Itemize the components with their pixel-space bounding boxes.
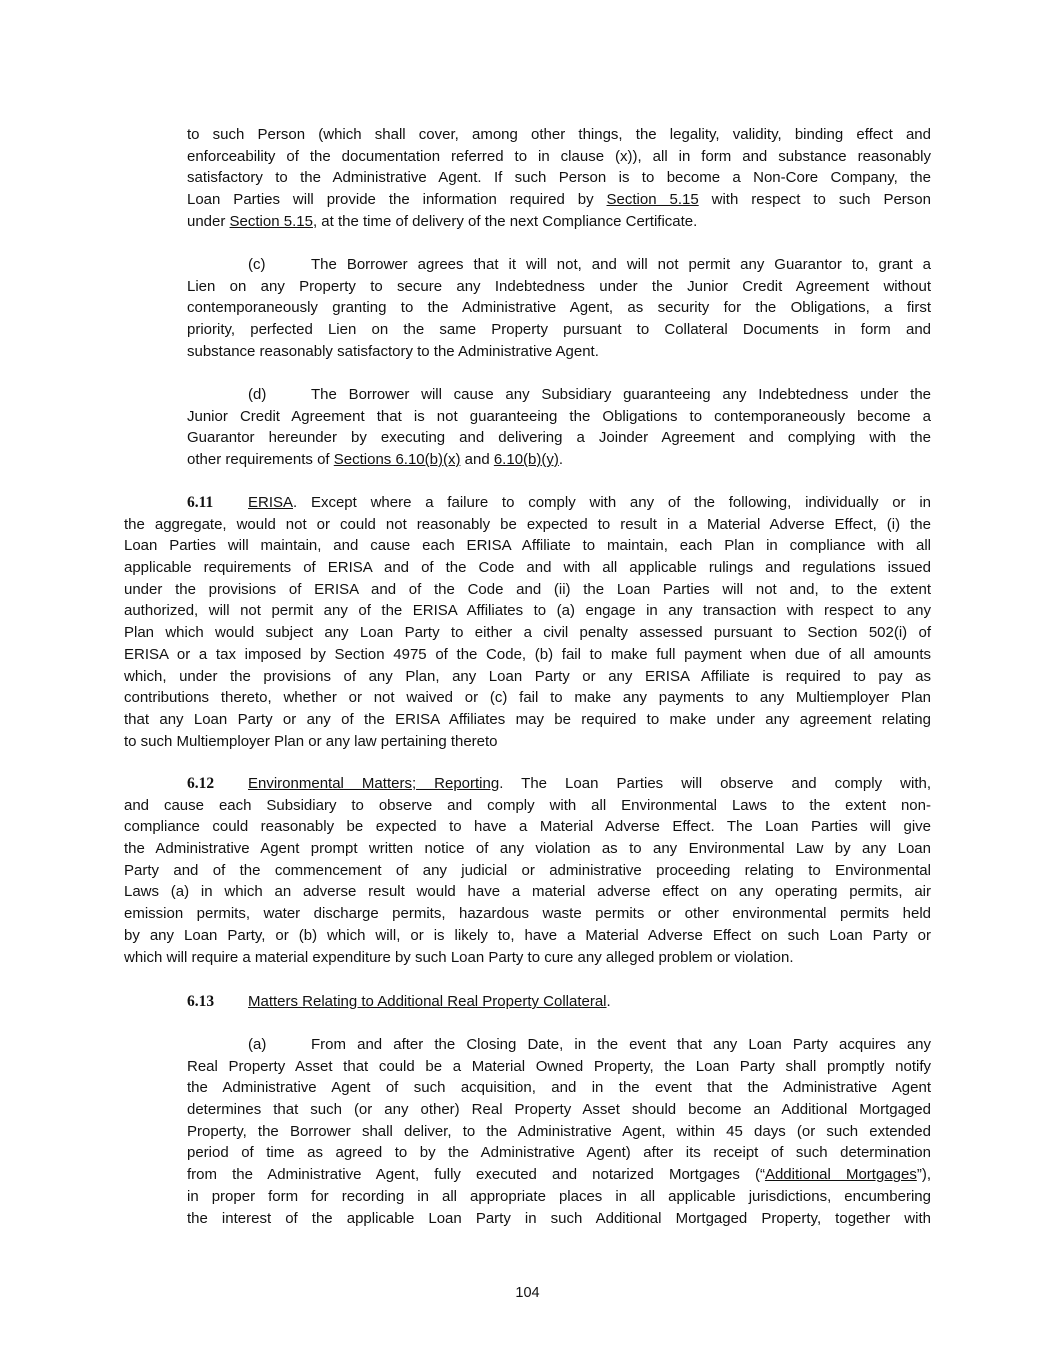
text-line <box>124 644 931 666</box>
text-segment: Guarantor hereunder by executing and delivering a Joinder Agreement and complying with the <box>187 429 931 447</box>
text-line <box>187 276 931 298</box>
paragraph <box>187 124 931 232</box>
section-number: 6.13 <box>187 993 215 1010</box>
text-segment: other requirements of <box>187 451 334 469</box>
text-segment: enforceability of the documentation referred to in clause (x)), all in form and substance reasonably <box>187 147 931 165</box>
clause-label: (c) <box>248 256 266 273</box>
text-line <box>124 492 931 514</box>
text-line <box>124 709 931 731</box>
text-line <box>124 687 931 709</box>
text-segment: under <box>187 212 230 230</box>
text-segment: authorized, will not permit any of the ERISA Affiliates to (a) engage in any transaction with respect to any <box>124 602 931 620</box>
text-segment: From and after the Closing Date, in the event that any Loan Party acquires any <box>311 1036 931 1053</box>
text-line <box>187 449 931 471</box>
text-segment: determines that such (or any other) Real Property Asset should become an Additional Mortgaged <box>187 1101 931 1119</box>
text-segment: the Administrative Agent prompt written notice of any violation as to any Environmental Law by any Loan <box>124 840 931 858</box>
text-segment: emission permits, water discharge permits, hazardous waste permits or other environmental permits held <box>124 905 931 923</box>
text-line <box>124 666 931 688</box>
text-line <box>187 1121 931 1143</box>
text-segment: The Borrower will cause any Subsidiary guaranteeing any Indebtedness under the <box>311 386 931 403</box>
section-heading: Matters Relating to Additional Real Property Collateral <box>248 993 607 1010</box>
text-line <box>187 189 931 211</box>
text-line <box>124 514 931 536</box>
text-segment: Lien on any Property to secure any Indebtedness under the Junior Credit Agreement without <box>187 277 931 295</box>
text-line <box>187 406 931 428</box>
defined-term: Section 5.15 <box>606 191 699 209</box>
text-segment: Plan which would subject any Loan Party to either a civil penalty assessed pursuant to Section 502(i) of <box>124 624 931 642</box>
text-line <box>124 600 931 622</box>
text-line <box>187 1142 931 1164</box>
text-line <box>187 341 931 363</box>
defined-term: Sections 6.10(b)(x) <box>333 451 461 469</box>
text-line <box>187 319 931 341</box>
text-line <box>124 579 931 601</box>
text-line <box>187 1208 931 1230</box>
text-line <box>124 773 931 795</box>
text-segment: Property, the Borrower shall deliver, to the Administrative Agent, within 45 days (or such extended <box>187 1122 931 1140</box>
text-segment: . <box>558 451 564 469</box>
defined-term: 6.10(b)(y) <box>493 451 559 469</box>
clause-c <box>187 254 931 362</box>
text-line <box>187 1099 931 1121</box>
text-segment: period of time as agreed to by the Administrative Agent) after its receipt of such determination <box>187 1144 931 1162</box>
text-segment: priority, perfected Lien on the same Property pursuant to Collateral Documents in form and <box>187 321 931 339</box>
text-segment: . <box>606 993 611 1010</box>
section-number: 6.11 <box>187 494 214 511</box>
text-line <box>187 167 931 189</box>
text-line <box>187 1077 931 1099</box>
text-line <box>124 838 931 860</box>
section-number: 6.12 <box>187 775 215 792</box>
text-line <box>124 903 931 925</box>
text-segment: which, under the provisions of any Plan, any Loan Party or any ERISA Affiliate is required to pay as <box>124 667 931 685</box>
text-segment: . The Loan Parties will observe and comply with, <box>499 775 931 792</box>
text-segment: contemporaneously granting to the Administrative Agent, as security for the Obligations, a first <box>187 299 931 317</box>
text-segment: Loan Parties will provide the information required by <box>187 191 607 209</box>
text-segment: which will require a material expenditure by such Loan Party to cure any alleged problem or violation. <box>124 948 794 966</box>
text-line <box>187 1164 931 1186</box>
clause-label: (a) <box>248 1036 267 1053</box>
text-line <box>124 535 931 557</box>
text-segment: Loan Parties will maintain, and cause each ERISA Affiliate to maintain, each Plan in compliance with all <box>124 537 931 555</box>
text-segment: satisfactory to the Administrative Agent. If such Person is to become a Non-Core Company, the <box>187 169 931 187</box>
text-line <box>124 816 931 838</box>
text-line <box>187 146 931 168</box>
text-segment: and <box>460 451 494 469</box>
section-6-11 <box>124 492 931 752</box>
text-line <box>187 124 931 146</box>
text-segment: the Administrative Agent of such acquisition, and in the event that the Administrative Agent <box>187 1079 931 1097</box>
page-number: 104 <box>515 1285 540 1301</box>
defined-term: Section 5.15 <box>229 212 313 230</box>
text-segment: the aggregate, would not or could not reasonably be expected to result in a Material Adverse Effect, (i) the <box>124 515 931 533</box>
text-segment: ERISA or a tax imposed by Section 4975 of the Code, (b) fail to make full payment when due of all amounts <box>124 645 931 663</box>
text-segment: the interest of the applicable Loan Party in such Additional Mortgaged Property, together with <box>187 1209 931 1227</box>
text-segment: substance reasonably satisfactory to the Administrative Agent. <box>187 342 599 360</box>
clause-label: (d) <box>248 386 267 403</box>
text-segment: applicable requirements of ERISA and of the Code and with all applicable rulings and regulations issued <box>124 559 931 577</box>
section-heading: ERISA <box>248 494 294 511</box>
text-line <box>124 881 931 903</box>
text-segment: to such Multiemployer Plan or any law pertaining thereto <box>124 732 498 750</box>
text-line <box>187 211 931 233</box>
text-line <box>187 1186 931 1208</box>
text-segment: The Borrower agrees that it will not, and will not permit any Guarantor to, grant a <box>311 256 931 273</box>
text-segment: Party and of the commencement of any judicial or administrative proceeding relating to Environmental <box>124 861 931 879</box>
text-segment: under the provisions of ERISA and of the Code and (ii) the Loan Parties will not and, to the extent <box>124 580 931 598</box>
text-segment: from the Administrative Agent, fully executed and notarized Mortgages (“ <box>187 1166 765 1184</box>
text-segment: . Except where a failure to comply with any of the following, individually or in <box>293 494 931 511</box>
clause-d <box>187 384 931 471</box>
text-segment: to such Person (which shall cover, among other things, the legality, validity, binding effect and <box>187 126 931 143</box>
text-segment: compliance could reasonably be expected to have a Material Adverse Effect. The Loan Parties will give <box>124 818 931 836</box>
text-segment: and cause each Subsidiary to observe and comply with all Environmental Laws to the extent non- <box>124 796 931 814</box>
text-line <box>187 1034 931 1056</box>
text-segment: that any Loan Party or any of the ERISA Affiliates may be required to make under any agreement relating <box>124 710 931 728</box>
section-6-13 <box>124 991 931 1013</box>
text-line <box>187 384 931 406</box>
text-line <box>187 254 931 276</box>
text-line <box>187 297 931 319</box>
text-segment: contributions thereto, whether or not waived or (c) fail to make any payments to any Multiemployer Plan <box>124 689 931 707</box>
text-segment: Real Property Asset that could be a Material Owned Property, the Loan Party shall promptly notify <box>187 1057 931 1075</box>
text-line <box>124 622 931 644</box>
text-segment: by any Loan Party, or (b) which will, or is likely to, have a Material Adverse Effect on such Loan Party or <box>124 926 931 944</box>
text-line <box>124 557 931 579</box>
text-segment: Junior Credit Agreement that is not guaranteeing the Obligations to contemporaneously become a <box>187 407 931 425</box>
text-line <box>124 860 931 882</box>
text-line <box>187 1056 931 1078</box>
text-segment: ”), <box>916 1166 931 1184</box>
text-segment: , at the time of delivery of the next Compliance Certificate. <box>312 212 698 230</box>
clause-a <box>187 1034 931 1229</box>
text-segment: in proper form for recording in all appropriate places in all applicable jurisdictions, encumbering <box>187 1187 931 1205</box>
section-6-12 <box>124 773 931 968</box>
text-line <box>124 947 931 969</box>
text-segment: with respect to such Person <box>698 191 931 209</box>
text-line <box>124 991 931 1013</box>
section-heading: Environmental Matters; Reporting <box>248 775 500 792</box>
text-line <box>124 925 931 947</box>
text-line <box>124 731 931 753</box>
text-line <box>187 427 931 449</box>
text-segment: Laws (a) in which an adverse result would have a material adverse effect on any operating permits, air <box>124 883 931 901</box>
text-line <box>124 795 931 817</box>
defined-term: Additional Mortgages <box>764 1166 917 1184</box>
